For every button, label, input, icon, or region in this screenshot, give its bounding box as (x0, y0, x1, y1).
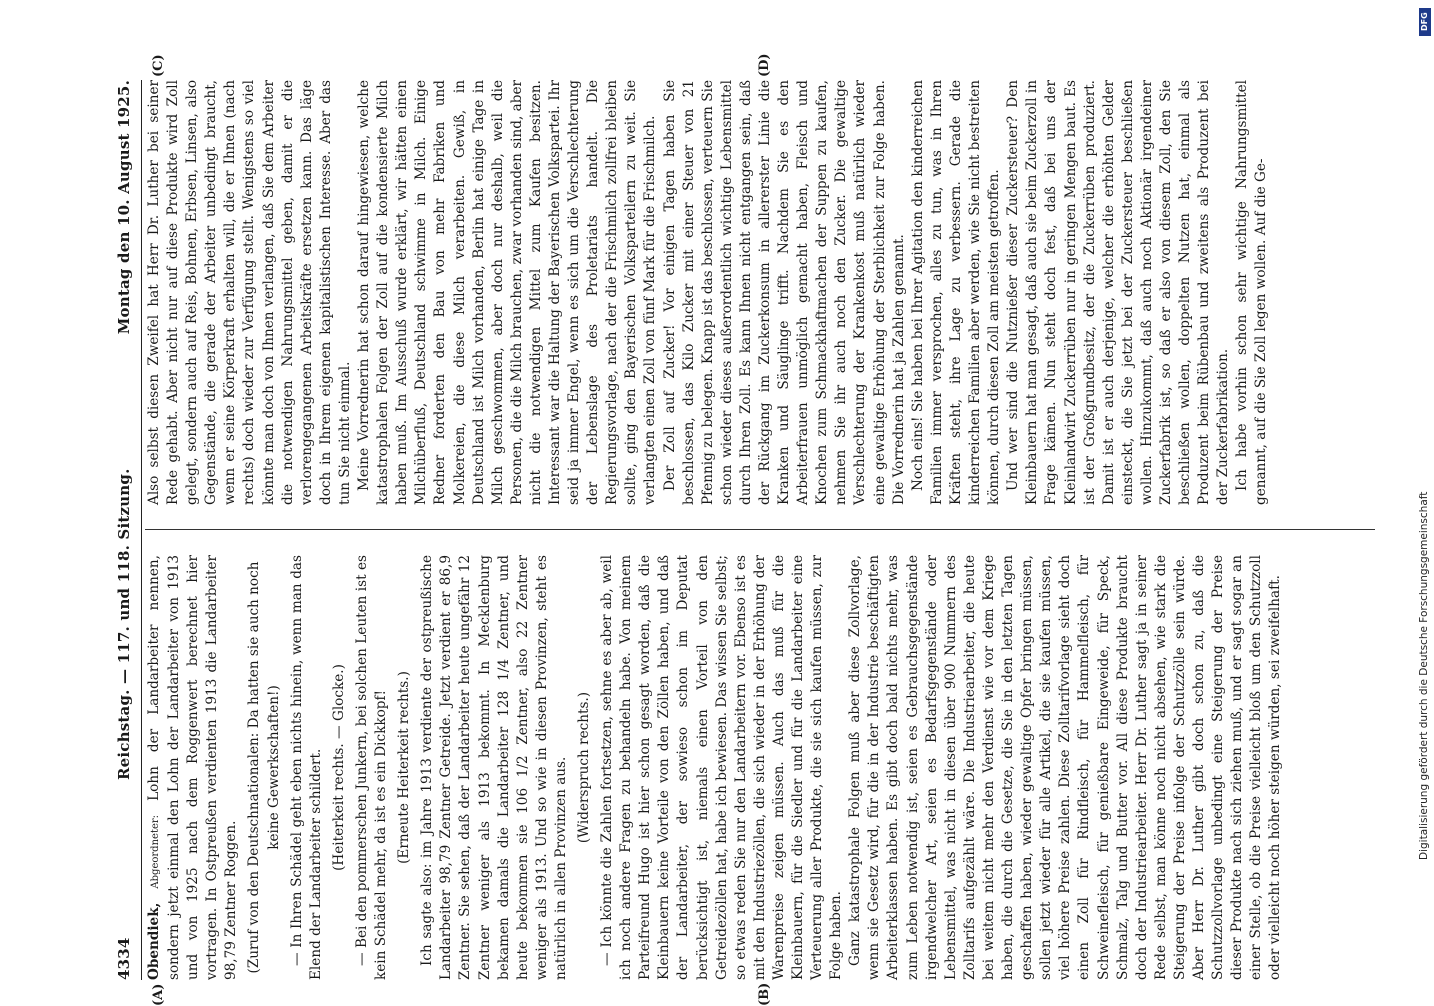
rotated-document-page (115, 53, 1415, 1006)
right-paragraph-5: Und wer sind die Nutznießer dieser Zuckersteuer? Den Kleinbauern hat man gesagt, daß auch sie beim Zuckerzoll in Frage kämen. Nun steht doch fest, daß bei uns der Kleinlandwirt Zuckerrüben nur in geringen Mengen baut. Es ist der Großgrundbesitz, der die Zuckerrüben produziert. Damit ist er auch derjenige, welcher die erhöhten Gelder einsteckt, die Sie jetzt bei der Zuckersteuer beschließen wollen. Hinzukommt, daß auch noch Aktionär irgendeiner Zuckerfabrik ist, so daß er also von diesem Zoll, den Sie beschließen wollen, doppelten Nutzen hat, einmal als Produzent beim Rübenbau und zweitens als Produzent bei der Zuckerfabrikation. (1005, 80, 1232, 505)
dfg-logo: DFG (1419, 8, 1431, 36)
page-number: 4334 (115, 937, 133, 980)
interjection-3: (Erneute Heiterkeit rechts.) (396, 671, 413, 864)
interjection-1: (Zuruf von den Deutschnationalen: Da hatten sie auch noch keine Gewerkschaften!) (246, 561, 282, 974)
left-paragraph-5: — Ich könnte die Zahlen fortsetzen, sehne es aber ab, weil ich noch andere Fragen zu behandeln habe. Von meinem Parteifreund Hugo ist hier schon gesagt worden, daß die Kleinbauern keine Vorteile von den Zöllen haben, und daß der Landarbeiter, der sowieso schon im Deputat berücksichtigt ist, niemals einen Vorteil von den Getreidezöllen hat, habe ich bewiesen. Das wissen Sie selbst; so etwas reden Sie nur den Landarbeitern vor. Ebenso ist es mit den Industriezöllen, die sich wieder in der Erhöhung der Warenpreise zeigen müssen. Auch das muß für die Kleinbauern, für die Siedler und für die Landarbeiter eine Verteuerung aller Produkte, die sie sich kaufen müssen, zur Folge haben. (599, 555, 845, 980)
left-p1-text: Lohn der Landarbeiter nennen, sondern jetzt einmal den Lohn der Landarbeiter von 1913 und von 1925 nach dem Roggenwert berechnet hier vortragen. In Ostpreußen verdienten 1913 die Landarbeiter 98,79 Zentner Roggen. (146, 554, 240, 980)
right-paragraph-2: Meine Vorrednerin hat schon darauf hingewiesen, welche katastrophalen Folgen der Zoll auf die kondensierte Milch haben muß. Im Ausschuß wurde erklärt, wir hätten einen Milchüberfluß, Deutschland schwimme in Milch. Einige Redner forderten den Bau von mehr Fabriken und Molkereien, die diese Milch verarbeiten. Gewiß, in Deutschland ist Milch vorhanden, Berlin hat einige Tage in Milch geschwommen, aber doch nur deshalb, weil die Personen, die die Milch brauchen, zwar vorhanden sind, aber nicht die notwendigen Mittel zum Kaufen besitzen. Interessant war die Haltung der Bayerischen Volkspartei. Ihr seid ja immer Engel, wenn es sich um die Verschlechterung der Lebenslage des Proletariats handelt. Die Regierungsvorlage, nach der die Frischmilch zollfrei bleiben sollte, ging den Bayerischen Volksparteilern zu weit. Sie verlangten einen Zoll von fünf Mark für die Frischmilch. (356, 80, 659, 505)
margin-marker-d: (D) (757, 53, 772, 77)
left-paragraph-6: Ganz katastrophale Folgen muß aber diese Zollvorlage, wenn sie Gesetz wird, für die in der Industrie beschäftigten Arbeiterklassen haben. Es gibt doch bald nichts mehr, was zum Leben notwendig ist, seien es Gebrauchsgegenstände irgendwelcher Art, seien es Bedarfsgegenstände oder Lebensmittel, was nicht in diesen über 900 Nummern des Zolltarifs aufgezählt wäre. Die Industriearbeiter, die heute bei weitem nicht mehr den Verdienst wie vor dem Kriege haben, die durch die Gesetze, die Sie in den letzten Tagen geschaffen haben, wieder gewaltige Opfer bringen müssen, sollen jetzt wieder für alle Artikel, die sie kaufen müssen, viel höhere Preise zahlen. Diese Zolltarifvorlage sieht doch einen Zoll für Rindfleisch, für Hammelfleisch, für Schweinefleisch, für genießbare Eingeweide, für Speck, Schmalz, Talg und Butter vor. All diese Produkte braucht doch der Industriearbeiter. Herr Dr. Luther sagt ja in seiner Rede selbst, man könne noch nicht absehen, wie stark die Steigerung der Preise infolge der Schutzzölle sein würde. Aber Herr Dr. Luther gibt doch schon zu, daß die Schutzzollvorlage unbedingt eine Steigerung der Preise dieser Produkte nach sich ziehen muß, und er sagt sogar an einer Stelle, ob die Preise vielleicht bloß um den Schutzzoll oder vielleicht noch höher steigen würden, sei zweifelhaft. (847, 555, 1284, 980)
right-paragraph-1: Also selbst diesen Zweifel hat Herr Dr. Luther bei seiner Rede gehabt. Aber nicht nur auf diese Produkte wird Zoll gelegt, sondern auch auf Reis, Bohnen, Erbsen, Linsen, also Gegenstände, die gerade der Arbeiter unbedingt braucht, wenn er seine Körperkraft erhalten will, die er Ihnen (nach rechts) doch wieder zur Verfügung stellt. Wenigstens so viel könnte man doch von Ihnen verlangen, daß Sie dem Arbeiter die notwendigen Nahrungsmittel geben, damit er die verlorengegangenen Arbeitskräfte ersetzen kann. Das läge doch in Ihrem eigenen kapitalistischen Interesse. Aber das tun Sie nicht einmal. (146, 80, 353, 505)
left-paragraph-2: — In Ihren Schädel geht eben nichts hinein, wenn man das Elend der Landarbeiter schildert. (288, 555, 324, 980)
left-column (145, 555, 1375, 980)
right-column (145, 80, 1375, 505)
session-date: Montag den 10. August 1925. (115, 80, 133, 335)
speaker-role: Abgeordneter: (150, 814, 161, 889)
left-paragraph-3: — Bei den pommerschen Junkern, bei solchen Leuten ist es kein Schädel mehr, da ist es ein Dickkopf! (353, 555, 390, 980)
interjection-4: (Widerspruch rechts.) (575, 691, 592, 844)
margin-marker-b: (B) (757, 982, 772, 1006)
right-paragraph-6: Ich habe vorhin schon sehr wichtige Nahrungsmittel genannt, auf die Sie Zoll legen wollen. Auf die Ge- (1234, 80, 1270, 505)
interjection-2: (Heiterkeit rechts. — Glocke.) (330, 664, 347, 871)
speaker-name: Obendiek, (146, 902, 162, 980)
margin-marker-c: (C) (151, 54, 166, 77)
left-paragraph-1 (145, 555, 241, 980)
left-paragraph-4: Ich sagte also: im Jahre 1913 verdiente der ostpreußische Landarbeiter 98,79 Zentner Getreide. Jetzt verdient er 86,9 Zentner. Sie sehen, daß der Landarbeiter heute ungefähr 12 Zentner weniger als 1913 bekommt. In Mecklenburg bekamen damals die Landarbeiter 128 1/4 Zentner, und heute bekommen sie 106 1/2 Zentner, also 22 Zentner weniger als 1913. Und so wie in diesen Provinzen, steht es natürlich in allen Provinzen aus. (419, 555, 569, 980)
running-head (115, 80, 137, 980)
right-paragraph-4: Noch eins! Sie haben bei Ihrer Agitation den kinderreichen Familien immer versprochen, alles zu tun, was in Ihren Kräften steht, ihre Lage zu verbessern. Gerade die kinderreichen Familien aber werden, wie Sie nicht bestreiten können, durch diesen Zoll am meisten getroffen. (909, 80, 1003, 505)
margin-marker-a: (A) (151, 983, 166, 1006)
header-rule (141, 80, 142, 980)
digitization-credit: Digitalisierung gefördert durch die Deutsche Forschungsgemeinschaft (1418, 491, 1430, 860)
right-paragraph-3: Der Zoll auf Zucker! Vor einigen Tagen haben Sie beschlossen, das Kilo Zucker mit einer Steuer von 21 Pfennig zu belegen. Knapp ist das beschlossen, verteuern Sie schon wieder dieses außerordentlich wichtige Lebensmittel durch Ihren Zoll. Es kann Ihnen nicht entgangen sein, daß der Rückgang im Zuckerkonsum in allererster Linie die Kranken und Säuglinge trifft. Nachdem Sie es den Arbeiterfrauen unmöglich gemacht haben, Fleisch und Knochen zum Schmackhaftmachen der Suppen zu kaufen, nehmen Sie ihr auch noch den Zucker. Die gewaltige Verschlechterung der Krankenkost muß natürlich wieder eine gewaltige Erhöhung der Sterblichkeit zur Folge haben. Die Vorrednerin hat ja Zahlen genannt. (661, 80, 907, 505)
session-title: Reichstag. — 117. und 118. Sitzung. (115, 468, 133, 780)
column-divider (145, 529, 1375, 530)
